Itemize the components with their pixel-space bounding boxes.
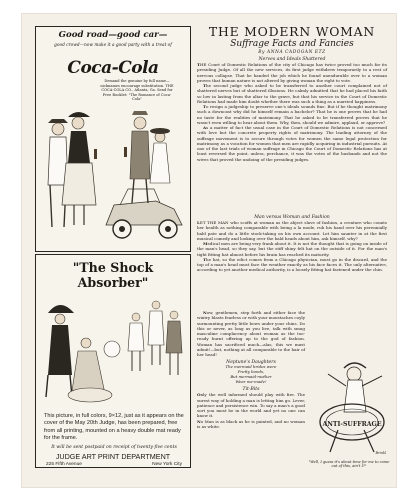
cartoon-caption: "Well, I guess it's about time for me to come out of this, ain't I?" — [308, 460, 390, 468]
cartoon-illustration — [308, 352, 390, 456]
paragraph-4: As a matter of fact the usual case in the Court of Domestic Relations is not concerned with love but the concrete property rights of matrimony. The leading attorney of the suffrage movement is to secure through votes for women the same legal protection for matrimony as a vocation for women that men are rapidly acquiring in industrial pursuits. At one of the last trials of woman suffrage in Chicago the Court of Domestic Relations has at least reversed the point, unless, perchance, it was the votes of the husbands and not the wives that proved the undoing of the presiding judges. — [197, 125, 387, 162]
poem-line: But mermaid-mother — [230, 373, 272, 379]
shock-absorber-ad — [35, 254, 191, 468]
coke-illustration — [36, 93, 190, 249]
paragraph-5: LET THE MAN who scoffs at woman as the abject slave of fashion, a creature who counts her health as nothing comparable with being a la mode, rub his hand over his perennially bald pate and do a little stock-taking on his own account. Let him saunter in at the first musical comedy and looking over the bald heads about him, ask himself, why? — [197, 220, 387, 241]
shock-address — [46, 462, 182, 467]
article-subtitle: Suffrage Facts and Fancies — [230, 39, 354, 49]
section-heading-nerves: Nerves and Ideals Shattered — [258, 57, 326, 62]
article-title: THE MODERN WOMAN — [208, 24, 376, 39]
shock-price-note: It will be sent postpaid on receipt of twenty-five cents — [51, 445, 177, 450]
paragraph-7: The hat, so the edict comes from a Chicago physician, must go in the discard, and the top of a man's head must face the weather exactly as his face faces it. The only alternative, according to yet another medical authority, is a loosely fitting hat fastened under the chin. — [197, 256, 387, 273]
coke-fine-print: Demand the genuine by full name—nicknames encourage substitution. THE COCA-COLA CO., Atlanta, Ga. Send for Free Booklet: "The Romance of Coca-Cola" — [100, 79, 174, 102]
poem-neptune-title: Neptune's Daughters — [226, 360, 276, 366]
coca-cola-ad — [35, 26, 191, 252]
magazine-page — [22, 14, 396, 487]
article-body-fashion — [197, 215, 387, 273]
shock-body-text: This picture, in full colors, 9×12, just as it appears on the cover of the May 20th Judge, has been prepared, free from all printing, mounted on a heavy double mat ready for the frame. — [44, 413, 184, 441]
poem-line: Wear me-made! — [235, 378, 267, 384]
poem-line: Pretty bonds, — [237, 369, 265, 375]
cartoon-label: ANTI-SUFFRAGE — [322, 421, 382, 428]
paragraph-8: Now, gentlemen, step forth and either face the wintry blasts fearless or with your moustaches coyly surmounting pretty little bows under your chins. Do this or never, as long as you live, talk with smug masculine complacency about woman as the too-ready burnt offering up to the god of fashion. Woman has sacrificed much—alas, this we must admit!—but, nothing at all comparable to the hair of her head! — [197, 310, 305, 357]
paragraph-2: The second judge who asked to be transferred to another court complained not of shattered nerves but of shattered illusions. He calmly admitted that he had placed his faith so low in lasting from the altar to the grave, but that his service in the Court of Domestic Relations had made him doubt whether there was such a thing as a married happiness. — [197, 83, 387, 104]
shock-address-city: New York City — [152, 462, 182, 467]
shock-absorber-illustration — [40, 279, 186, 411]
paragraph-6: Medical men are being very frank about it. It is not the thought that is going on inside of the man's head, so they say, but the stiff shiny felt hat on the outside of it. For the man's tight fitting hat almost before his brain has reached its maturity. — [197, 241, 387, 257]
paragraph-3: To resign a judgeship to preserve one's ideals sounds fine. But if he thought matrimony such a downcast why did he himself remain a bachelor? That he is one proves that he had no taste for the realities of matrimony. That he asked to be transferred proves that he wasn't even willing to hear about them. Why, then, should we admire, applaud, or approve? — [197, 104, 387, 125]
section-heading-fashion: Man versus Woman and Fashion — [254, 215, 330, 220]
shock-department: JUDGE ART PRINT DEPARTMENT — [55, 452, 171, 461]
cartoon-signature: Brinkl — [375, 451, 386, 455]
paragraph-1: THE Court of Domestic Relations of the city of Chicago has twice proved too much for its presiding Judge. Of all the new services, its first judge withdrew temporarily to a rest of nervous collapse. That he handed the job which he found unendurable over to a woman proves that human nature is not altered by giving woman the right to vote. — [197, 62, 387, 83]
tit-bits-title: Tit-Bits — [242, 387, 260, 393]
tit-bits-text: Only the well informed should play with fire. The surest way of holding a man is letting him go. Lever, patience and persistence win. To say a man's a good sort you must be in the world and yet no one can know it. — [197, 392, 305, 419]
poem-neptune — [197, 365, 305, 384]
coke-subline: good crowd—now make it a good party with a treat of — [54, 43, 172, 48]
shock-title: "The Shock Absorber" — [72, 260, 154, 290]
article-body-bottom — [197, 310, 305, 429]
article-body-top — [197, 57, 387, 162]
coca-cola-logo: Coca-Cola — [67, 58, 159, 78]
tit-bits-text-2: No Man is as black as he is painted, and no woman is as white. — [197, 418, 305, 429]
anti-suffrage-cartoon — [308, 352, 390, 470]
shock-address-street: 225 Fifth Avenue — [46, 462, 82, 467]
article-byline: By ANNA CADOGAN ETZ — [258, 50, 326, 55]
coke-headline: Good road—good car— — [58, 30, 168, 40]
poem-line: The mermaid brides were — [225, 364, 277, 370]
